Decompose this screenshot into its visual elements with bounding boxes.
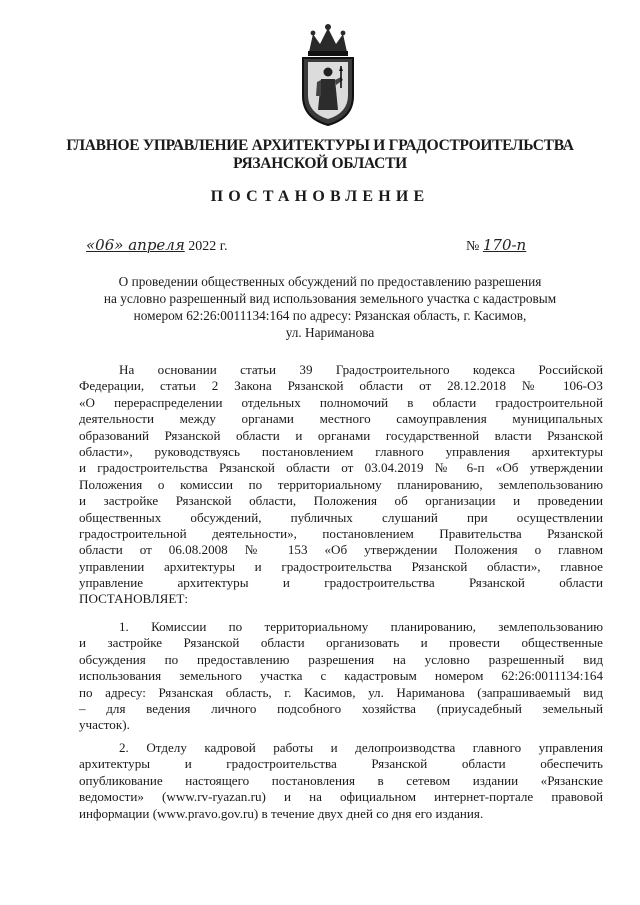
- body-line: ПОСТАНОВЛЯЕТ:: [79, 591, 189, 607]
- body-line: участок).: [79, 717, 130, 733]
- body-line: ведомости» (www.rv-ryazan.ru) и на официальном интернет-портале правовой: [79, 789, 603, 805]
- subject-line: О проведении общественных обсуждений по предоставлению разрешения: [118, 274, 542, 289]
- body-line: и застройке Рязанской области, Положения об организации и проведении: [79, 493, 603, 509]
- body-line: области от 06.08.2008 № 153 «Об утверждении Положения о главном: [79, 542, 603, 558]
- body-line: управление архитектуры и градостроительства Рязанской области: [79, 575, 603, 591]
- number-sign: №: [466, 239, 480, 254]
- organization-name-line-2: РЯЗАНСКОЙ ОБЛАСТИ: [233, 155, 407, 172]
- body-line: использования земельного участка с кадастровым номером 62:26:0011134:164: [79, 668, 603, 684]
- document-type-title: ПОСТАНОВЛЕНИЕ: [210, 188, 430, 205]
- body-line: «О перераспределении отдельных полномочий в области градостроительной: [79, 394, 603, 410]
- ryazan-coat-of-arms-icon: [297, 22, 359, 126]
- subject-line: ул. Нариманова: [285, 325, 375, 340]
- body-line: На основании статьи 39 Градостроительного кодекса Российской: [119, 362, 603, 377]
- body-line: по адресу: Рязанская область, г. Касимов, ул. Нариманова (запрашиваемый вид: [79, 684, 603, 700]
- body-line: 1. Комиссии по территориальному планированию, землепользованию: [119, 619, 603, 634]
- body-line: архитектуры и градостроительства Рязанской области обеспечить: [79, 756, 603, 772]
- item-2-paragraph: [79, 740, 603, 822]
- body-line: градостроительной деятельности», постановлением Правительства Рязанской: [79, 525, 603, 541]
- document-number: [466, 236, 526, 255]
- subject-line: на условно разрешенный вид использования земельного участка с кадастровым: [103, 291, 557, 306]
- document-subject: [70, 273, 590, 341]
- body-line: опубликование настоящего постановления в сетевом издании «Рязанские: [79, 772, 603, 788]
- body-line: Положения о комиссии по территориальному планированию, землепользованию: [79, 476, 603, 492]
- body-line: Федерации, статьи 2 Закона Рязанской области от 28.12.2018 № 106-ОЗ: [79, 378, 603, 394]
- handwritten-date: «06» апреля: [86, 236, 185, 254]
- handwritten-number: 170-п: [482, 236, 527, 254]
- body-line: образований Рязанской области и органами государственной власти Рязанской: [79, 427, 603, 443]
- document-date: [86, 236, 227, 255]
- body-line: – для ведения личного подсобного хозяйства (приусадебный земельный: [79, 700, 603, 716]
- document-year: 2022 г.: [188, 239, 228, 254]
- subject-line: номером 62:26:0011134:164 по адресу: Рязанская область, г. Касимов,: [133, 308, 527, 323]
- body-line: и градостроительства Рязанской области от 03.04.2019 № 6-п «Об утверждении: [79, 460, 603, 476]
- preamble-paragraph: [79, 362, 603, 608]
- body-line: информации (www.pravo.gov.ru) в течение двух дней со дня его издания.: [79, 805, 484, 821]
- body-line: и застройке Рязанской области организовать и провести общественные: [79, 635, 603, 651]
- body-line: обсуждения по предоставлению разрешения на условно разрешенный вид: [79, 651, 603, 667]
- body-line: 2. Отделу кадровой работы и делопроизводства главного управления: [119, 740, 603, 755]
- organization-name-line-1: ГЛАВНОЕ УПРАВЛЕНИЕ АРХИТЕКТУРЫ И ГРАДОСТРОИТЕЛЬСТВА: [66, 137, 574, 154]
- item-1-paragraph: [79, 619, 603, 734]
- body-line: деятельности между органами местного самоуправления муниципальных: [79, 411, 603, 427]
- body-line: общественных обсуждений, публичных слушаний при осуществлении: [79, 509, 603, 525]
- body-line: области», руководствуясь постановлением главного управления архитектуры: [79, 443, 603, 459]
- body-line: управлении архитектуры и градостроительства Рязанской области», главное: [79, 558, 603, 574]
